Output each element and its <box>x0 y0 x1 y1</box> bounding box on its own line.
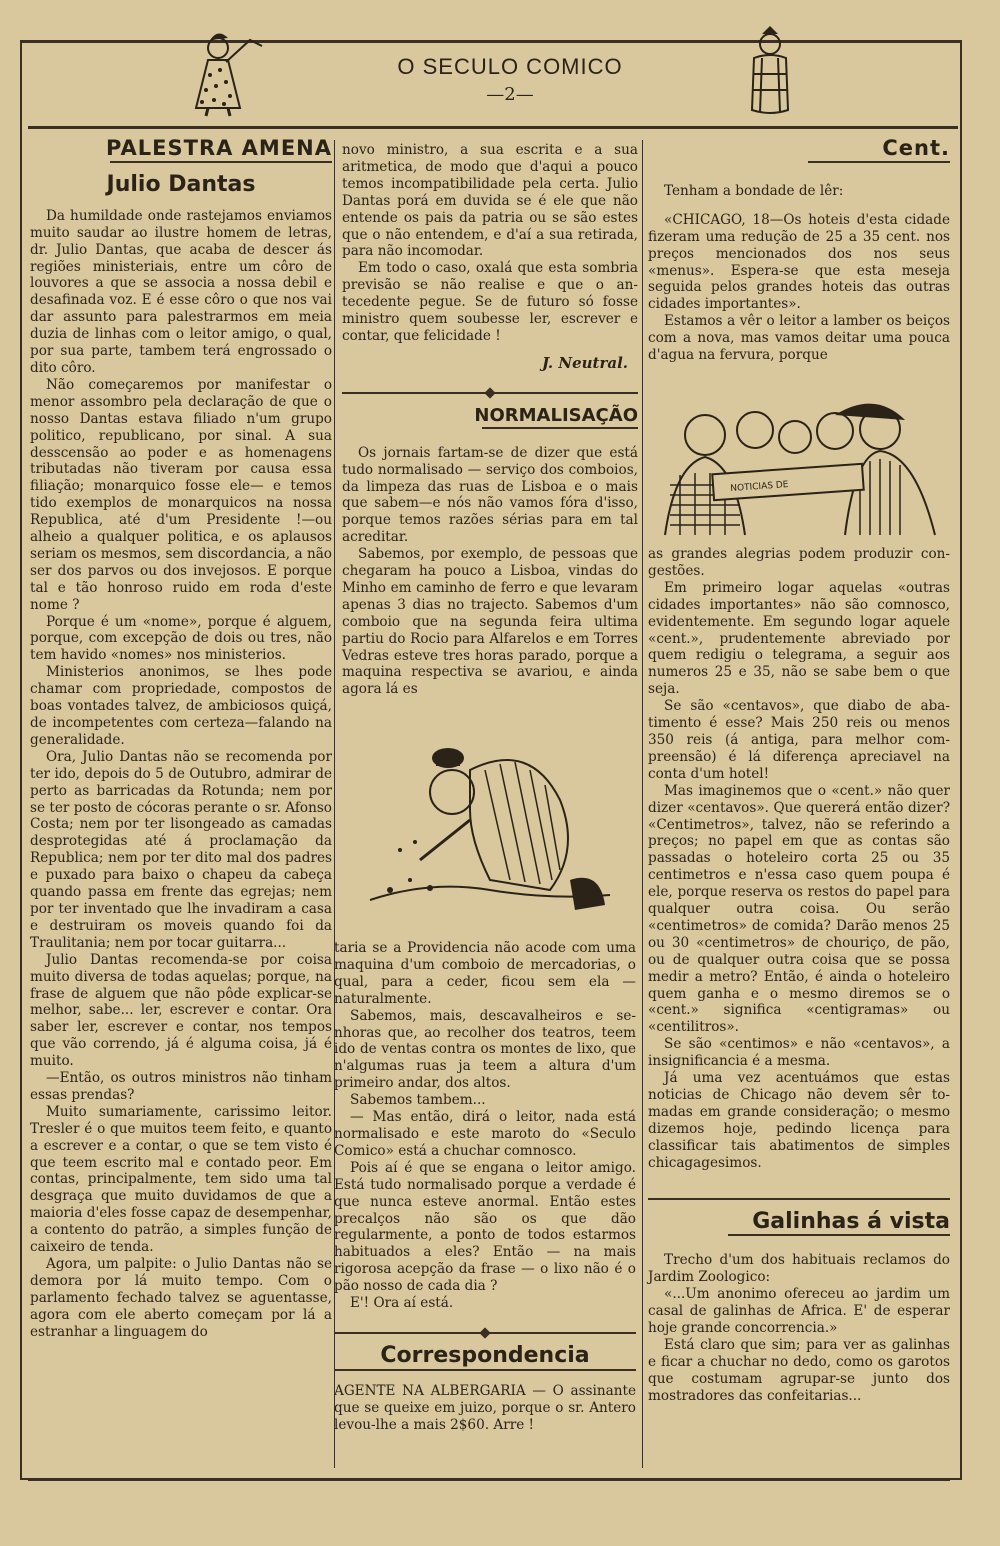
paragraph: Estamos a vêr o leitor a lamber os beiços com a nova, mas vamos deitar uma pouca d'agua na fervura, porque <box>648 313 950 364</box>
divider <box>648 1198 950 1200</box>
paragraph: novo ministro, a sua escrita e a sua aritmetica, de modo que d'aqui a pouco temos incompatibilidade pela certa. Julio Dantas porá em duvida se é ele que não entende os pais da patria ou se são estes que o não entendem, e d'aí a sua retirada, para não incomodar. <box>342 142 638 260</box>
paragraph: — Mas então, dirá o leitor, nada está normalisado e este maroto do «Seculo Comico» está a chuchar comnosco. <box>334 1109 636 1159</box>
paragraph: —Então, os outros ministros não tinham essas prendas? <box>30 1070 332 1103</box>
section-title: PALESTRA AMENA <box>106 136 332 160</box>
column-2-lower <box>334 940 636 1434</box>
paragraph: Em todo o caso, oxalá que esta sombria previsão se não realise e que o antecedente pegue. Se de futuro só fosse ministro quem soubesse ler, escrever e contar, que felicidade ! <box>342 260 638 344</box>
paragraph: as grandes alegrias podem produzir congestões. <box>648 546 950 579</box>
divider <box>482 427 638 429</box>
paragraph: Agora, um palpite: o Julio Dantas não se demora por lá muito tempo. Com o parlamento fechado talvez se aguentasse, agora com ele aberto começam por lá a estranhar a linguagem do <box>30 1256 332 1340</box>
paragraph: «...Um anonimo ofereceu ao jardim um casal de galinhas de Africa. E' de esperar hoje grande concorrencia.» <box>648 1286 950 1337</box>
newspaper-sheet-label: NOTICIAS DE <box>730 479 789 495</box>
column-3 <box>648 136 950 364</box>
article-headline: Julio Dantas <box>106 171 256 197</box>
masthead <box>300 54 720 105</box>
paragraph: E'! Ora aí está. <box>350 1295 454 1312</box>
paragraph: Os jornais fartam-se de dizer que está tudo normalisado — serviço dos comboios, da limpeza das ruas de Lisboa e o mais que sabem—e nós não vamos fóra d'isso, porque temos razões sérias para em tal acreditar. <box>342 444 638 546</box>
paragraph: Está claro que sim; para ver as galinhas e ficar a chuchar no dedo, como os garotos que costumam agrupar-se junto dos mostradores das confeitarias... <box>648 1336 950 1404</box>
column-1 <box>30 136 332 1341</box>
girl-figure-illustration <box>180 20 270 120</box>
signature: J. Neutral. <box>541 353 628 372</box>
paragraph: Se são «centimos» e não «centavos», a insignificancia é a mesma. <box>648 1036 950 1070</box>
ornament-divider <box>334 1328 636 1338</box>
paragraph: Trecho d'um dos habituais reclamos do Jardim Zoologico: <box>648 1252 950 1286</box>
divider <box>110 161 332 163</box>
ornament-divider <box>342 388 638 398</box>
paragraph: «CHICAGO, 18—Os hoteis d'esta cidade fizeram uma redução de 25 a 35 cent. nos preços mencionados dos nos seus «menus». Espera-se que esta meseja seguida pelos grandes hoteis das outras cidades importantes». <box>648 211 950 313</box>
paragraph: Já uma vez acentuámos que estas noticias de Chicago não devem sêr tomadas em grande consideração; o mesmo dizemos hoje, pedindo licença para classificar tais abatimentos de simples chicagagesimos. <box>648 1070 950 1171</box>
paragraph: Se são «centavos», que diabo de abatimento é esse? Mais 250 reis ou menos 350 reis (á antiga, para melhor compreensão) é lá diferença apreciavel na conta d'um hotel! <box>648 698 950 782</box>
divider <box>728 1234 950 1236</box>
paragraph: Pois aí é que se engana o leitor amigo. Está tudo normalisado porque a verdade é que nunca esteve anormal. Então estes precalços não são os que dão regularmente, a ponto de todos estarmos habituados a eles? Então — na mais rigorosa acepção da frase — o lixo não é o pão nosso de cada dia ? <box>334 1159 636 1295</box>
paragraph: Porque é um «nome», porque é alguem, porque, com excepção de dois ou tres, não tem havido «nomes» nos ministerios. <box>30 613 332 664</box>
page-number: —2— <box>486 84 534 105</box>
barrel-figure-illustration <box>740 24 800 120</box>
correspondence-text: AGENTE NA ALBERGARIA — O assinante que se queixe em juizo, porque o sr. Antero levou-lhe a mais 2$60. Arre ! <box>334 1382 636 1433</box>
divider <box>334 1369 636 1371</box>
section-title: Galinhas á vista <box>752 1208 950 1234</box>
paragraph: Tenham a bondade de lêr: <box>664 182 844 199</box>
top-rule <box>20 40 962 43</box>
paragraph: Ministerios anonimos, se lhes pode chamar com propriedade, compostos de boas vontades talvez, de ambiciosos quiçá, de incompetentes com certeza—falando na generalidade. <box>30 664 332 748</box>
section-title: Cent. <box>882 136 950 160</box>
header-rule <box>28 126 958 129</box>
section-title: Correspondencia <box>380 1342 590 1368</box>
bottom-rule <box>28 1478 950 1481</box>
paragraph: Muito sumariamente, carissimo leitor. Tresler é o que muitos teem feito, e quanto a escrever e a contar, o que se tem visto é que teem escrito mal e contado peor. Em contas, principalmente, tem sido uma tal desgraça que muito duvidamos de que a maioria d'eles fosse capaz de desempenhar, a contento do patrão, a simples função de caixeiro de tenda. <box>30 1103 332 1256</box>
man-digging-illustration <box>360 730 620 930</box>
paragraph: Da humildade onde rastejamos enviamos muito saudar ao ilustre homem de letras, dr. Julio Dantas, que acaba de descer ás regiões ministeriais, entre um côro de louvores a que se associa a nossa debil e desafinada voz. E é esse côro o que nos vai dar assunto para palestrarmos em meia duzia de linhas com o leitor amigo, o qual, por sua parte, tambem terá engrossado o dito côro. <box>30 207 332 376</box>
newspaper-title: O SECULO COMICO <box>397 54 623 79</box>
section-title: NORMALISAÇÃO <box>474 404 638 426</box>
paragraph: Julio Dantas recomenda-se por coisa muito diversa de todas aquelas; porque, na frase de alguem que não pôde explicar-se melhor, sabe... ler, escrever e contar. Ora saber ler, escrever e contar, nos tempos que vão correndo, já é alguma coisa, já é muito. <box>30 951 332 1070</box>
paragraph: taria se a Providencia não acode com uma maquina d'um comboio de mercadorias, o qual, para a ceder, ficou sem ela — naturalmente. <box>334 940 636 1007</box>
paragraph: Ora, Julio Dantas não se recomenda por ter ido, depois do 5 de Outubro, admirar de perto as barricadas da Rotunda; nem por se ter posto de cócoras perante o sr. Afonso Costa; nem por ter lisongeado as camadas desprotegidas até á proclamação da Republica; nem por ter dito mal dos padres e puxado para baixo o chapeu da cabeça quando passa em frente das egrejas; nem por ter inventado que lhe invadiram a casa e destruiram os moveis quando foi da Traulitania; nem por tocar guitarra... <box>30 748 332 951</box>
paragraph: Não começaremos por manifestar o menor assombro pela declaração de que o nosso Dantas estava filiado n'um grupo politico, republicano, por sinal. A sua desscensão ao poder e as homenagens tributadas não tiveram por causa essa filiação; monarquico fosse ele— e temos tido exemplos de monarquicos na nossa Republica, até d'um Presidente !—ou alheio a qualquer politica, e os aplausos seriam os mesmos, sem discordancia, a não ser dos parvos ou dos invejosos. E porque tal e tão honroso ruido em roda d'este nome ? <box>30 376 332 613</box>
paragraph: Em primeiro logar aquelas «outras cidades importantes» não são comnosco, evidentemente. Em segundo logar aquele «cent.», prudentemente abreviado por quem redigiu o telegrama, a seguir aos numeros 25 e 35, não se sabe bem o que seja. <box>648 579 950 698</box>
divider <box>808 161 950 163</box>
column-3-lower <box>648 546 950 1405</box>
column-2 <box>342 142 638 698</box>
crowd-reading-illustration <box>655 395 945 545</box>
column-separator <box>642 140 643 1468</box>
paragraph: Mas imaginemos que o «cent.» não quer dizer «centavos». Que quererá então dizer? «Centimetros», talvez, não se referindo a preços; no papel em que as contas são passadas o hoteleiro corta 25 ou 35 centimetros e n'essa caso quem poupa é ele, porque reserva os restos do papel para qualquer outra coisa. Ou serão «centimetros» de comida? Darão menos 25 ou 30 «centimetros» de chouriço, de pão, ou de qualquer outra coisa que se possa medir a metro? Então, é ainda o hoteleiro quem ganha e o mesmo diremos se o «cent.» significa «centigramas» ou «centilitros». <box>648 782 950 1036</box>
paragraph: Sabemos, mais, descavalheiros e senhoras que, ao recolher dos teatros, teem ido de ventas contra os montes de lixo, que n'algumas ruas ja teem a altura d'um primeiro andar, dos altos. <box>334 1007 636 1092</box>
paragraph: Sabemos tambem... <box>350 1092 486 1109</box>
paragraph: Sabemos, por exemplo, de pessoas que chegaram ha pouco a Lisboa, vindas do Minho em caminho de ferro e que levaram apenas 3 dias no trajecto. Sabemos d'um comboio que na segunda feira ultima partiu do Rocio para Alfarelos e em Torres Vedras esteve tres horas parado, porque a maquina respectiva se avariou, e ainda agora lá es <box>342 546 638 698</box>
